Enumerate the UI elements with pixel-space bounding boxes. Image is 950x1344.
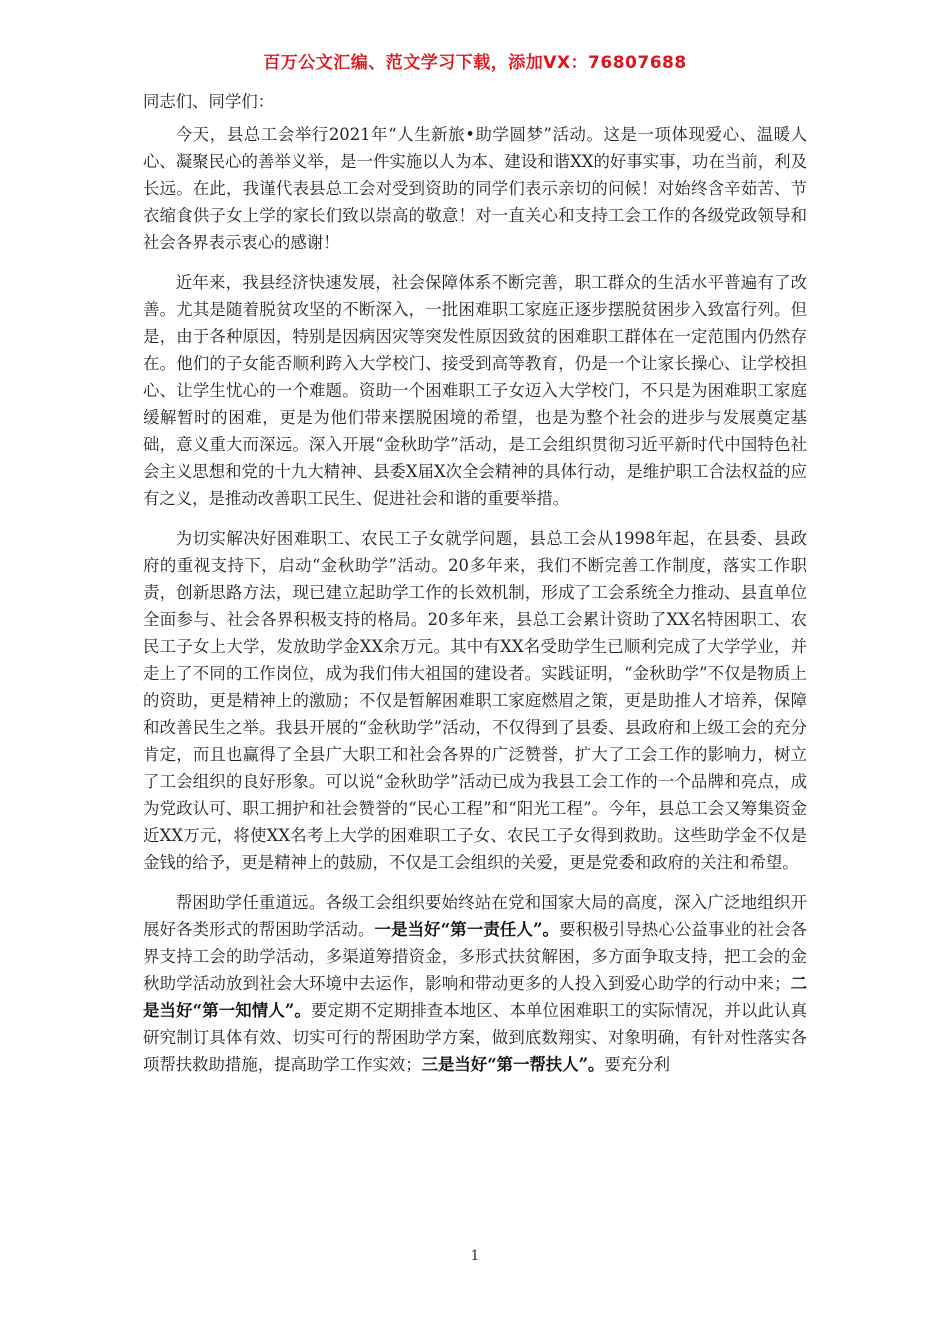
point-3-heading: 三是当好“第一帮扶人”。 — [421, 1055, 605, 1074]
document-body — [143, 88, 807, 1091]
paragraph-3: 为切实解决好困难职工、农民工子女就学问题，县总工会从1998年起，在县委、县政府的重视支持下，启动“金秋助学”活动。20多年来，我们不断完善工作制度，落实工作职责，创新思路方法，现已建立起助学工作的长效机制，形成了工会系统全力推动、县直单位全面参与、社会各界积极支持的格局。20多年来，县总工会累计资助了XX名特困职工、农民工子女上大学，发放助学金XX余万元。其中有XX名受助学生已顺利完成了大学学业，并走上了不同的工作岗位，成为我们伟大祖国的建设者。实践证明，“金秋助学”不仅是物质上的资助，更是精神上的激励；不仅是暂解困难职工家庭燃眉之策，更是助推人才培养，保障和改善民生之举。我县开展的“金秋助学”活动，不仅得到了县委、县政府和上级工会的充分肯定，而且也赢得了全县广大职工和社会各界的广泛赞誉，扩大了工会工作的影响力，树立了工会组织的良好形象。可以说“金秋助学”活动已成为我县工会工作的一个品牌和亮点，成为党政认可、职工拥护和社会赞誉的“民心工程”和“阳光工程”。今年，县总工会又筹集资金近XX万元，将使XX名考上大学的困难职工子女、农民工子女得到救助。这些助学金不仅是金钱的给予，更是精神上的鼓励，不仅是工会组织的关爱，更是党委和政府的关注和希望。 — [143, 529, 807, 872]
point-1-text: 要积极引导热心公益事业的社会各界支持工会的助学活动，多渠道筹措资金，多形式扶贫解困，多方面争取支持，把工会的金秋助学活动放到社会大环境中去运作，影响和带动更多的人投入到爱心助学的行动中来； — [143, 920, 808, 993]
point-2-text: 要定期不定期排查本地区、本单位困难职工的实际情况，并以此认真研究制订具体有效、切实可行的帮困助学方案，做到底数翔实、对象明确，有针对性落实各项帮扶救助措施，提高助学工作实效； — [143, 1001, 807, 1074]
paragraph-1: 今天，县总工会举行2021年“人生新旅•助学圆梦”活动。这是一项体现爱心、温暖人心、凝聚民心的善举义举，是一件实施以人为本、建设和谐XX的好事实事，功在当前，利及长远。在此，我谨代表县总工会对受到资助的同学们表示亲切的问候！对始终含辛茹苦、节衣缩食供子女上学的家长们致以崇高的敬意！对一直关心和支持工会工作的各级党政领导和社会各界表示衷心的感谢！ — [143, 125, 807, 252]
paragraph-4 — [143, 889, 807, 1078]
paragraph-2: 近年来，我县经济快速发展，社会保障体系不断完善，职工群众的生活水平普遍有了改善。尤其是随着脱贫攻坚的不断深入，一批困难职工家庭正逐步摆脱贫困步入致富行列。但是，由于各种原因，特别是因病因灾等突发性原因致贫的困难职工群体在一定范围内仍然存在。他们的子女能否顺利跨入大学校门、接受到高等教育，仍是一个让家长操心、让学校担心、让学生忧心的一个难题。资助一个困难职工子女迈入大学校门，不只是为困难职工家庭缓解暂时的困难，更是为他们带来摆脱困境的希望，也是为整个社会的进步与发展奠定基础，意义重大而深远。深入开展“金秋助学”活动，是工会组织贯彻习近平新时代中国特色社会主义思想和党的十九大精神、县委X届X次全会精神的具体行动，是维护职工合法权益的应有之义，是推动改善职工民生、促进社会和谐的重要举措。 — [143, 273, 807, 508]
salutation: 同志们、同学们： — [143, 92, 275, 111]
watermark-banner: 百万公文汇编、范文学习下载，添加VX：76807688 — [263, 53, 687, 73]
point-1-heading: 一是当好“第一责任人”。 — [374, 920, 560, 939]
paragraph-4-intro: 帮困助学任重道远。各级工会组织要始终站在党和国家大局的高度，深入广泛地组织开展好各类形式的帮困助学活动。 — [143, 893, 807, 939]
point-3-text: 要充分利 — [604, 1055, 670, 1074]
point-2-heading: 二是当好“第一知情人”。 — [143, 974, 808, 1020]
page-number: 1 — [470, 1248, 480, 1264]
